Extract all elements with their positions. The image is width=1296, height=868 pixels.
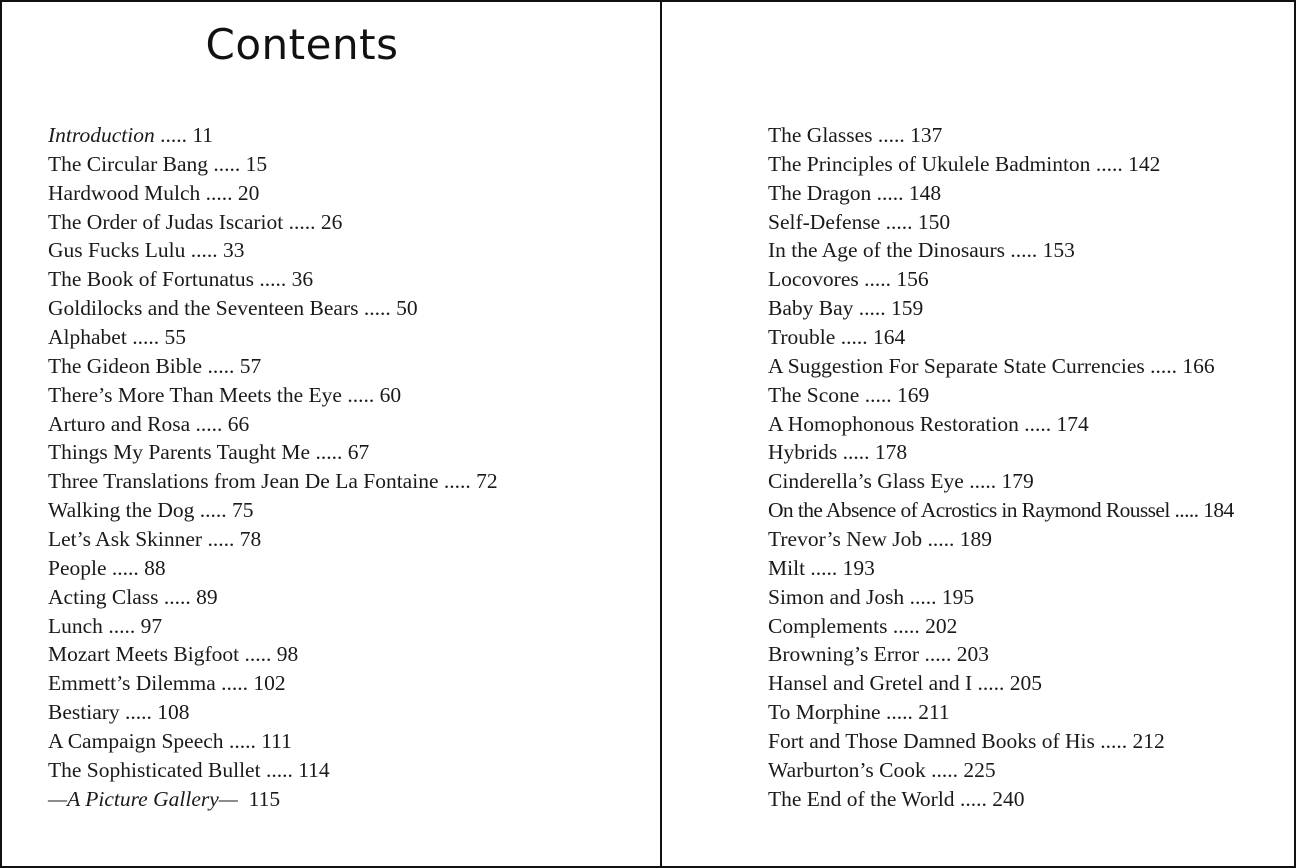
toc-entry-page-number: 211 xyxy=(918,700,950,725)
toc-entry-title: There’s More Than Meets the Eye xyxy=(48,382,342,407)
toc-entry-leader: ..... xyxy=(880,209,918,234)
toc-entry-page-number: 57 xyxy=(239,353,262,378)
toc-entry-leader: ..... xyxy=(341,382,380,407)
toc-entry-leader: ..... xyxy=(837,440,875,465)
toc-entry-title: Gus Fucks Lulu xyxy=(48,238,186,263)
toc-entry xyxy=(48,554,498,583)
toc-entry-leader: ..... xyxy=(158,584,197,609)
toc-entry-page-number: 178 xyxy=(874,440,908,465)
toc-entry-leader: ..... xyxy=(194,498,232,523)
toc-entry-page-number: 88 xyxy=(144,555,166,580)
toc-entry xyxy=(48,583,498,612)
toc-entry-title: To Morphine xyxy=(768,700,881,725)
toc-entry-title: Warburton’s Cook xyxy=(768,757,926,782)
toc-entry-page-number: 111 xyxy=(261,729,292,754)
toc-entry-page-number: 164 xyxy=(872,325,906,350)
toc-entry-page-number: 108 xyxy=(157,700,190,725)
toc-entry-title: The Book of Fortunatus xyxy=(48,267,255,292)
toc-entry xyxy=(48,640,498,669)
toc-entry xyxy=(48,121,498,150)
toc-entry-page-number: 72 xyxy=(476,469,498,494)
toc-entry xyxy=(48,756,498,785)
toc-entry-title: A Campaign Speech xyxy=(48,729,224,754)
toc-entry-leader xyxy=(238,787,249,811)
toc-entry xyxy=(768,352,1234,381)
toc-entry-leader: ..... xyxy=(358,296,397,321)
toc-entry xyxy=(768,179,1234,208)
toc-entry-leader: ..... xyxy=(1018,411,1057,436)
toc-entry-leader: ..... xyxy=(239,642,277,667)
toc-entry xyxy=(48,208,498,237)
toc-entry-page-number: 189 xyxy=(959,527,992,552)
toc-entry-leader: ..... xyxy=(106,555,145,580)
toc-entry-page-number: 225 xyxy=(963,757,996,782)
toc-entry-leader: ..... xyxy=(853,296,892,321)
toc-entry xyxy=(48,352,498,381)
toc-entry xyxy=(48,236,498,265)
toc-entry-leader: ..... xyxy=(922,527,960,552)
toc-entry xyxy=(48,525,498,554)
toc-entry xyxy=(768,150,1234,179)
toc-entry-title: Three Translations from Jean De La Fontaine xyxy=(48,469,439,494)
toc-entry-leader: ..... xyxy=(904,584,942,609)
toc-entry-page-number: 97 xyxy=(140,613,163,638)
toc-entry-leader: ..... xyxy=(190,411,228,436)
toc-entry-leader: ..... xyxy=(919,642,957,667)
toc-entry-leader: ..... xyxy=(887,613,926,638)
toc-entry-leader: ..... xyxy=(1094,729,1133,754)
toc-entry-title: Acting Class xyxy=(48,584,159,609)
toc-entry-leader: ..... xyxy=(202,353,240,378)
toc-entry-page-number: 11 xyxy=(192,123,214,147)
toc-entry-leader: ..... xyxy=(871,180,909,205)
toc-entry-title: Bestiary xyxy=(48,700,120,725)
toc-entry xyxy=(48,467,498,496)
toc-entry-page-number: 150 xyxy=(917,209,951,234)
toc-entry xyxy=(48,323,498,352)
toc-entry xyxy=(768,583,1234,612)
toc-entry xyxy=(48,294,498,323)
toc-entry-title: The Circular Bang xyxy=(48,151,209,176)
toc-entry-title: Hybrids xyxy=(768,440,838,465)
toc-entry-title: In the Age of the Dinosaurs xyxy=(768,238,1006,263)
toc-entry xyxy=(768,467,1234,496)
toc-entry xyxy=(768,381,1234,410)
toc-entry-leader: ..... xyxy=(223,729,262,754)
toc-entry-leader: ..... xyxy=(925,757,964,782)
toc-entry xyxy=(768,438,1234,467)
toc-entry-page-number: 137 xyxy=(910,123,943,147)
toc-entry-title: Let’s Ask Skinner xyxy=(48,527,203,552)
toc-entry-leader: ..... xyxy=(215,671,254,696)
toc-entry-leader: ..... xyxy=(880,700,919,725)
toc-entry xyxy=(768,727,1234,756)
toc-entry xyxy=(48,438,498,467)
toc-entry-title: A Homophonous Restoration xyxy=(768,411,1019,436)
toc-entry-leader: ..... xyxy=(1090,151,1129,176)
toc-entry-title: Baby Bay xyxy=(768,296,854,321)
toc-entry-title: Introduction xyxy=(48,123,155,147)
toc-entry-leader: ..... xyxy=(872,123,911,147)
toc-entry-page-number: 212 xyxy=(1132,729,1165,754)
toc-entry-page-number: 174 xyxy=(1056,411,1089,436)
toc-entry xyxy=(768,554,1234,583)
left-page xyxy=(2,2,660,866)
toc-list-right xyxy=(768,121,1234,814)
toc-entry-title: A Suggestion For Separate State Currencies xyxy=(768,353,1145,378)
toc-entry-leader: ..... xyxy=(310,440,348,465)
toc-entry xyxy=(48,785,498,814)
toc-entry-page-number: 78 xyxy=(239,527,262,552)
toc-entry-title: Arturo and Rosa xyxy=(48,411,191,436)
toc-entry-page-number: 115 xyxy=(248,786,281,811)
toc-entry-title: Trouble xyxy=(768,325,836,350)
toc-entry-page-number: 33 xyxy=(223,238,245,263)
toc-entry-title: Locovores xyxy=(768,267,859,292)
toc-entry xyxy=(768,525,1234,554)
toc-entry xyxy=(768,785,1234,814)
toc-entry-title: Complements xyxy=(768,613,888,638)
toc-entry xyxy=(48,698,498,727)
toc-entry xyxy=(768,698,1234,727)
toc-entry-leader: ..... xyxy=(835,325,873,350)
toc-entry-page-number: 193 xyxy=(842,555,875,580)
right-page xyxy=(662,2,1294,866)
toc-entry-page-number: 166 xyxy=(1182,353,1215,378)
toc-entry-leader: ..... xyxy=(283,209,321,234)
toc-entry xyxy=(48,410,498,439)
toc-entry-title: The Scone xyxy=(768,382,860,407)
toc-entry-page-number: 89 xyxy=(196,584,218,609)
toc-entry-title: The Order of Judas Iscariot xyxy=(48,209,284,234)
toc-entry-title: Browning’s Error xyxy=(768,642,920,667)
toc-entry-title: The Glasses xyxy=(768,123,873,147)
toc-entry xyxy=(768,121,1234,150)
toc-entry xyxy=(768,410,1234,439)
toc-entry xyxy=(48,612,498,641)
toc-entry-page-number: 159 xyxy=(891,296,924,321)
toc-entry-title: Mozart Meets Bigfoot xyxy=(48,642,240,667)
toc-entry-page-number: 36 xyxy=(291,267,314,292)
toc-entry-title: Hansel and Gretel and I xyxy=(768,671,973,696)
toc-entry-leader: ..... xyxy=(200,180,238,205)
toc-entry-leader: ..... xyxy=(254,267,292,292)
toc-entry-page-number: 66 xyxy=(227,411,250,436)
toc-entry-leader: ..... xyxy=(859,382,897,407)
toc-entry-leader: ..... xyxy=(260,757,299,782)
toc-entry-title: The Dragon xyxy=(768,180,872,205)
toc-entry xyxy=(768,236,1234,265)
toc-entry xyxy=(48,381,498,410)
toc-entry-title: Fort and Those Damned Books of His xyxy=(768,729,1095,754)
toc-entry-title: Lunch xyxy=(48,613,103,638)
toc-entry-page-number: 169 xyxy=(896,382,930,407)
toc-entry xyxy=(768,496,1234,525)
toc-entry-page-number: 102 xyxy=(253,671,286,696)
toc-entry xyxy=(768,323,1234,352)
toc-entry-page-number: 142 xyxy=(1128,151,1161,176)
toc-entry-title: —A Picture Gallery— xyxy=(48,786,238,811)
toc-entry xyxy=(768,640,1234,669)
toc-entry-leader: ..... xyxy=(154,123,193,147)
toc-entry-page-number: 205 xyxy=(1009,671,1043,696)
toc-entry xyxy=(768,756,1234,785)
toc-entry-leader: ..... xyxy=(1005,238,1043,263)
toc-entry-leader: ..... xyxy=(972,671,1010,696)
toc-entry-leader: ..... xyxy=(202,527,240,552)
toc-entry-title: Simon and Josh xyxy=(768,584,905,609)
toc-entry-title: Hardwood Mulch xyxy=(48,180,201,205)
toc-entry-page-number: 98 xyxy=(276,642,299,667)
toc-entry-title: The Sophisticated Bullet xyxy=(48,757,261,782)
toc-entry-leader: ..... xyxy=(963,469,1002,494)
toc-entry-page-number: 114 xyxy=(298,757,330,782)
toc-entry-leader: ..... xyxy=(119,700,158,725)
toc-entry-leader: ..... xyxy=(185,238,223,263)
toc-entry-page-number: 202 xyxy=(925,613,958,638)
toc-entry-title: Alphabet xyxy=(48,325,127,350)
toc-entry-title: Walking the Dog xyxy=(48,498,195,523)
toc-entry-title: Self-Defense xyxy=(768,209,881,234)
toc-entry-page-number: 75 xyxy=(231,498,254,523)
toc-entry-leader: ..... xyxy=(805,555,843,580)
toc-entry-leader: ..... xyxy=(858,267,897,292)
toc-entry xyxy=(768,612,1234,641)
toc-entry-page-number: 153 xyxy=(1042,238,1075,263)
toc-entry-page-number: 50 xyxy=(396,296,418,321)
toc-entry xyxy=(768,294,1234,323)
toc-entry-leader: ..... xyxy=(954,786,993,811)
toc-entry-title: Trevor’s New Job xyxy=(768,527,923,552)
toc-entry-page-number: 203 xyxy=(956,642,989,667)
toc-entry xyxy=(768,669,1234,698)
toc-entry-title: The Principles of Ukulele Badminton xyxy=(768,151,1091,176)
toc-entry-title: Emmett’s Dilemma xyxy=(48,671,216,696)
page-title: Contents xyxy=(205,20,399,69)
toc-entry-page-number: 26 xyxy=(320,209,343,234)
toc-entry-title: On the Absence of Acrostics in Raymond Roussel xyxy=(768,498,1170,523)
toc-entry-page-number: 20 xyxy=(237,180,260,205)
toc-entry xyxy=(48,265,498,294)
toc-entry-title: Goldilocks and the Seventeen Bears xyxy=(48,296,359,321)
toc-entry-title: The Gideon Bible xyxy=(48,353,203,378)
toc-entry-leader: ..... xyxy=(208,151,246,176)
toc-entry xyxy=(768,265,1234,294)
toc-entry xyxy=(48,150,498,179)
toc-entry-title: People xyxy=(48,555,107,580)
toc-entry-page-number: 55 xyxy=(164,325,186,350)
toc-entry xyxy=(48,179,498,208)
toc-entry xyxy=(768,208,1234,237)
toc-entry-leader: ..... xyxy=(126,325,165,350)
toc-entry-leader: ..... xyxy=(1144,353,1183,378)
toc-entry-page-number: 148 xyxy=(908,180,942,205)
toc-entry-title: The End of the World xyxy=(768,786,955,811)
toc-entry-leader: ..... xyxy=(102,613,141,638)
toc-entry-page-number: 67 xyxy=(347,440,370,465)
toc-entry-page-number: 15 xyxy=(245,151,268,176)
toc-entry-page-number: 184 xyxy=(1203,498,1234,523)
toc-entry-page-number: 60 xyxy=(379,382,402,407)
toc-entry xyxy=(48,496,498,525)
toc-entry-leader: ..... xyxy=(438,469,477,494)
toc-entry-title: Things My Parents Taught Me xyxy=(48,440,311,465)
toc-entry-page-number: 240 xyxy=(992,786,1025,811)
toc-entry-page-number: 179 xyxy=(1001,469,1034,494)
toc-entry-leader: ..... xyxy=(1169,498,1204,523)
toc-entry xyxy=(48,727,498,756)
toc-entry-title: Cinderella’s Glass Eye xyxy=(768,469,964,494)
toc-entry-title: Milt xyxy=(768,555,806,580)
toc-list-left xyxy=(48,121,498,814)
toc-entry-page-number: 156 xyxy=(896,267,929,292)
toc-entry xyxy=(48,669,498,698)
toc-entry-page-number: 195 xyxy=(941,584,975,609)
